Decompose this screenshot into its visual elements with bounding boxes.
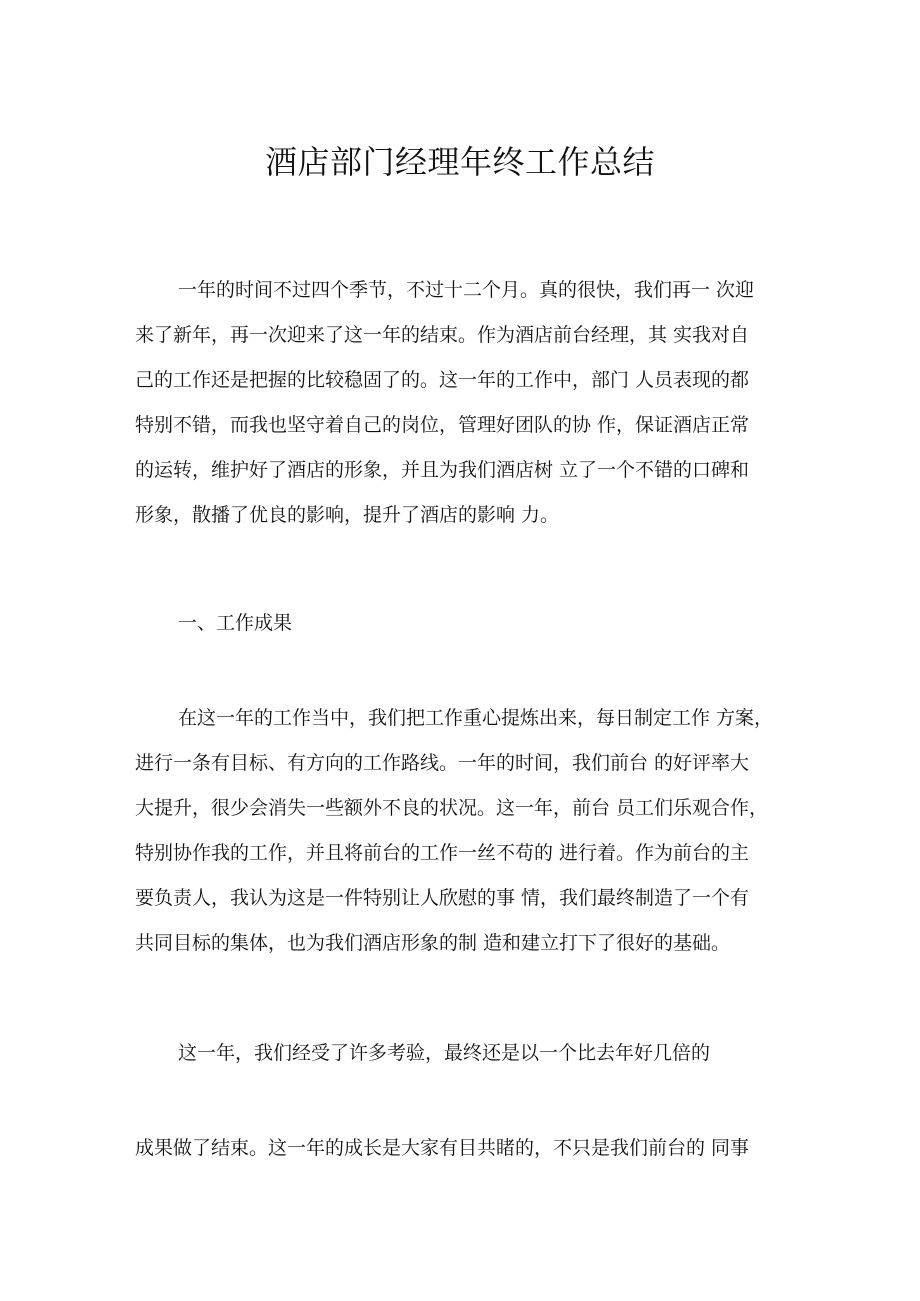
paragraph-line: 这一年，我们经受了许多考验，最终还是以一个比去年好几倍的 [178, 1042, 711, 1064]
paragraph-line: 进行一条有目标、有方向的工作路线。一年的时间，我们前台 的好评率大 [135, 752, 750, 774]
document-title: 酒店部门经理年终工作总结 [264, 143, 655, 181]
paragraph-line: 在这一年的工作当中，我们把工作重心提炼出来，每日制定工作 方案， [178, 707, 774, 729]
paragraph-line: 成果做了结束。这一年的成长是大家有目共睹的，不只是我们前台的 同事 [135, 1137, 750, 1159]
paragraph-line: 形象，散播了优良的影响，提升了酒店的影响 力。 [135, 504, 560, 526]
paragraph-line: 共同目标的集体，也为我们酒店形象的制 造和建立打下了很好的基础。 [135, 932, 731, 954]
section-heading: 一、工作成果 [178, 612, 293, 634]
paragraph-line: 一年的时间不过四个季节，不过十二个月。真的很快，我们再一 次迎 [178, 279, 755, 301]
paragraph-line: 的运转，维护好了酒店的形象，并且为我们酒店树 立了一个不错的口碑和 [135, 459, 750, 481]
paragraph-line: 来了新年，再一次迎来了这一年的结束。作为酒店前台经理，其 实我对自 [135, 324, 750, 346]
paragraph-line: 大提升，很少会消失一些额外不良的状况。这一年，前台 员工们乐观合作， [135, 797, 769, 819]
paragraph-line: 特别不错，而我也坚守着自己的岗位，管理好团队的协 作，保证酒店正常 [135, 414, 750, 436]
paragraph-line: 己的工作还是把握的比较稳固了的。这一年的工作中，部门 人员表现的都 [135, 369, 750, 391]
paragraph-line: 特别协作我的工作，并且将前台的工作一丝不苟的 进行着。作为前台的主 [135, 842, 750, 864]
paragraph-line: 要负责人，我认为这是一件特别让人欣慰的事 情，我们最终制造了一个有 [135, 887, 750, 909]
